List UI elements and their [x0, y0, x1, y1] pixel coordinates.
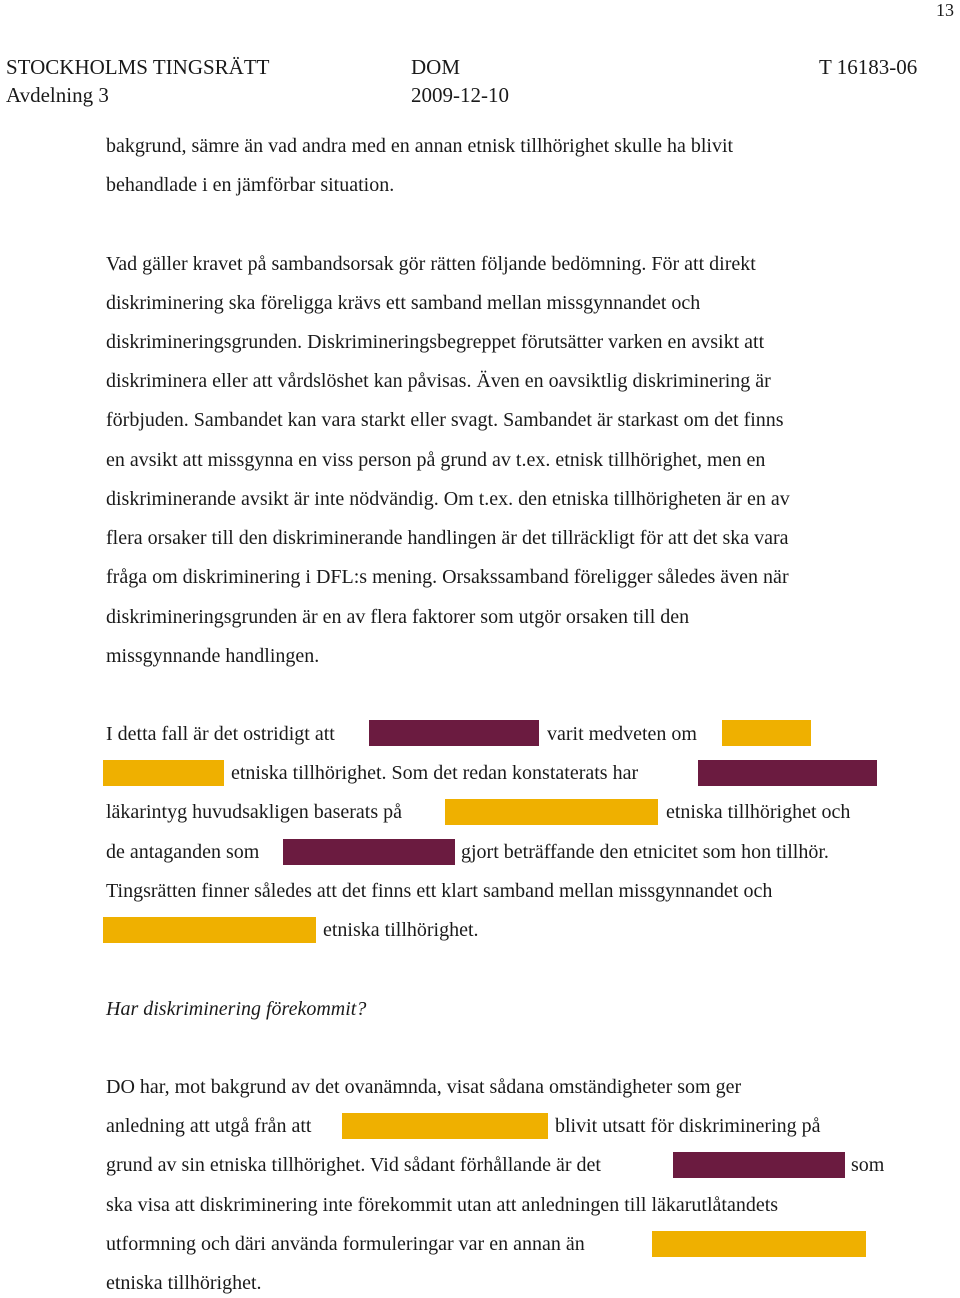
redaction-block — [103, 917, 316, 943]
body-text: etniska tillhörighet. Som det redan konstaterats har — [231, 762, 639, 784]
body-text: grund av sin etniska tillhörighet. Vid sådant förhållande är det — [106, 1154, 601, 1176]
redaction-block — [673, 1152, 845, 1178]
body-line: diskriminera eller att vårdslöshet kan påvisas. Även en oavsiktlig diskriminering är — [106, 370, 771, 392]
header-court: STOCKHOLMS TINGSRÄTT — [6, 55, 270, 79]
body-line: förbjuden. Sambandet kan vara starkt eller svagt. Sambandet är starkast om det finns — [106, 409, 784, 431]
body-text: som — [851, 1154, 885, 1176]
redaction-block — [698, 760, 877, 786]
redaction-block — [342, 1113, 548, 1139]
redaction-block — [722, 720, 811, 746]
redaction-block — [283, 839, 455, 865]
header-case-number: T 16183-06 — [819, 55, 918, 79]
body-text: utformning och däri använda formuleringar var en annan än — [106, 1233, 585, 1255]
page-number: 13 — [936, 0, 954, 20]
body-text: ska visa att diskriminering inte förekommit utan att anledningen till läkarutlåtandets — [106, 1194, 779, 1216]
header-division: Avdelning 3 — [6, 83, 109, 107]
body-line: Vad gäller kravet på sambandsorsak gör rätten följande bedömning. För att direkt — [106, 253, 756, 275]
body-text: anledning att utgå från att — [106, 1115, 312, 1137]
body-text: etniska tillhörighet. — [106, 1272, 262, 1294]
body-line: diskriminerande avsikt är inte nödvändig. Om t.ex. den etniska tillhörigheten är en av — [106, 488, 790, 510]
redaction-block — [445, 799, 658, 825]
body-line: bakgrund, sämre än vad andra med en annan etnisk tillhörighet skulle ha blivit — [106, 135, 734, 157]
section-heading: Har diskriminering förekommit? — [106, 998, 367, 1020]
body-line: missgynnande handlingen. — [106, 645, 320, 667]
body-line: en avsikt att missgynna en viss person på grund av t.ex. etnisk tillhörighet, men en — [106, 449, 766, 471]
body-line: fråga om diskriminering i DFL:s mening. Orsakssamband föreligger således även när — [106, 566, 789, 588]
body-text: DO har, mot bakgrund av det ovanämnda, visat sådana omständigheter som ger — [106, 1076, 742, 1098]
redaction-block — [369, 720, 539, 746]
body-line: diskrimineringsgrunden är en av flera faktorer som utgör orsaken till den — [106, 606, 690, 628]
body-text: I detta fall är det ostridigt att — [106, 723, 335, 745]
redaction-block — [103, 760, 224, 786]
body-text: läkarintyg huvudsakligen baserats på — [106, 801, 403, 823]
body-line: diskriminering ska föreligga krävs ett samband mellan missgynnandet och — [106, 292, 701, 314]
body-text: etniska tillhörighet och — [666, 801, 851, 823]
header-date: 2009-12-10 — [411, 83, 509, 107]
body-text: Tingsrätten finner således att det finns ett klart samband mellan missgynnandet och — [106, 880, 773, 902]
body-text: etniska tillhörighet. — [323, 919, 479, 941]
redaction-block — [652, 1231, 866, 1257]
body-line: flera orsaker till den diskriminerande handlingen är det tillräckligt för att det ska vara — [106, 527, 789, 549]
body-text: blivit utsatt för diskriminering på — [555, 1115, 821, 1137]
body-text: gjort beträffande den etnicitet som hon tillhör. — [461, 841, 829, 863]
header-doc-type: DOM — [411, 55, 461, 79]
body-line: behandlade i en jämförbar situation. — [106, 174, 395, 196]
body-line: diskrimineringsgrunden. Diskrimineringsbegreppet förutsätter varken en avsikt att — [106, 331, 765, 353]
body-text: de antaganden som — [106, 841, 260, 863]
body-text: varit medveten om — [547, 723, 697, 745]
